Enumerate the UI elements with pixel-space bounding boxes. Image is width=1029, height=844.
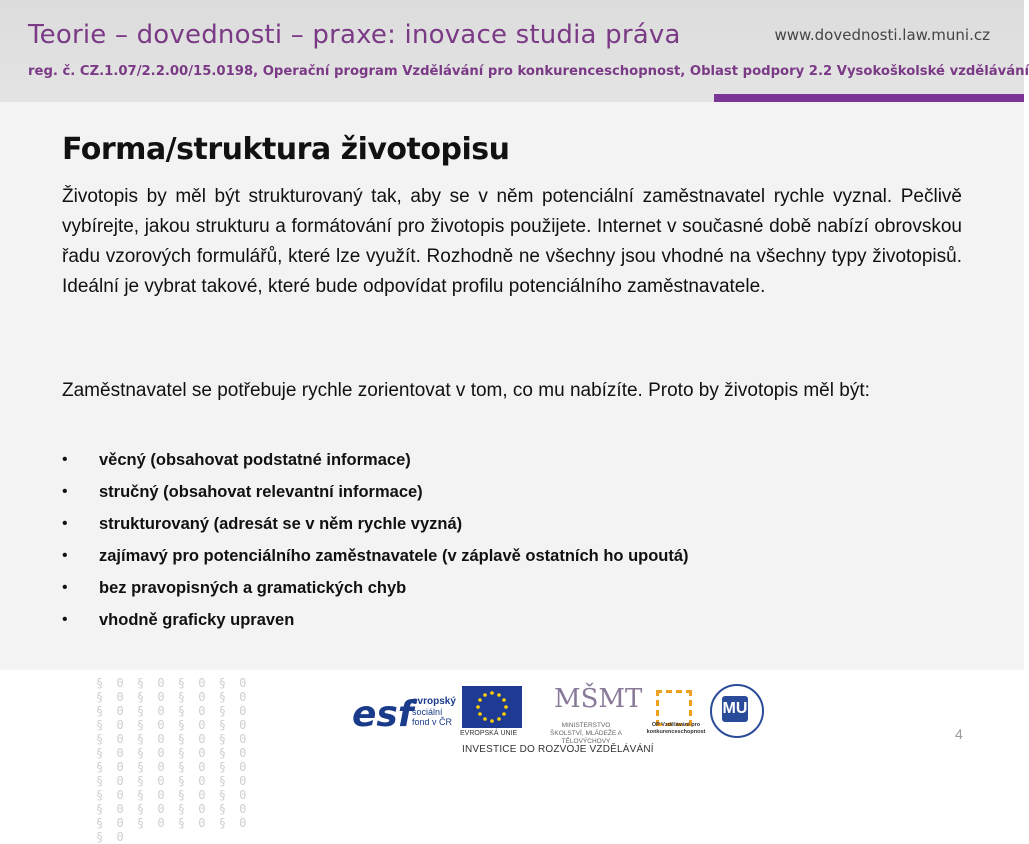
msmt-caption: MINISTERSTVO ŠKOLSTVÍ, MLÁDEŽE A TĚLOVÝCHOVY (550, 722, 622, 745)
page-number: 4 (955, 726, 963, 742)
invest-caption: INVESTICE DO ROZVOJE VZDĚLÁVÁNÍ (462, 744, 654, 755)
paragraph-intro: Životopis by měl být strukturovaný tak, aby se v něm potenciální zaměstnavatel rychle vyznal. Pečlivě vybírejte, jakou strukturu a formátování pro životopis použijete. Internet v současné době nabízí obrovskou řadu vzorových formulářů, které lze využít. Rozhodně ne všechny jsou vhodné na všechny typy životopisů. Ideální je vybrat takové, které bude odpovídat profilu potenciálního zaměstnavatele. (62, 186, 962, 297)
list-item (62, 572, 689, 604)
header-url[interactable]: www.dovednosti.law.muni.cz (774, 26, 990, 44)
section-pattern: § 0 § 0 § 0 § 0 § 0 § 0 § 0 § 0 § 0 § 0 § 0 § 0 § 0 § 0 § 0 § 0 § 0 § 0 § 0 § 0 § 0 § 0 § 0 § 0 § 0 § 0 § 0 § 0 § 0 § 0 § 0 § 0 § 0 § 0 § 0 § 0 § 0 § 0 § 0 § 0 § 0 § 0 § 0 § 0 § 0 (96, 676, 250, 844)
msmt-logo (542, 684, 643, 745)
list-item (62, 476, 689, 508)
list-item-text: věcný (obsahovat podstatné informace) (99, 451, 411, 469)
list-item (62, 604, 689, 636)
esf-logo (352, 688, 456, 742)
header (0, 0, 1029, 102)
bullet-icon: • (62, 547, 68, 564)
msmt-mark: MŠMT (554, 684, 643, 714)
list-item-text: stručný (obsahovat relevantní informace) (99, 483, 423, 501)
bullet-icon: • (62, 483, 68, 500)
list-item-text: strukturovaný (adresát se v něm rychle vyzná) (99, 515, 463, 533)
bullet-icon: • (62, 611, 68, 628)
op-logo (648, 686, 704, 740)
bullet-list (62, 444, 689, 636)
list-item (62, 540, 689, 572)
bullet-icon: • (62, 451, 68, 468)
university-mark: MU (722, 696, 748, 722)
eu-flag-icon (462, 686, 522, 728)
esf-caption: evropský sociální fond v ČR (412, 696, 456, 727)
eu-caption: EVROPSKÁ UNIE (460, 730, 518, 737)
op-caption: OP Vzdělávání pro konkurenceschopnost (646, 722, 706, 735)
footer (0, 670, 1024, 844)
paragraph-requirements: Zaměstnavatel se potřebuje rychle zorientovat v tom, co mu nabízíte. Proto by životopis měl být: (62, 380, 870, 401)
header-subtitle: reg. č. CZ.1.07/2.2.00/15.0198, Operační program Vzdělávání pro konkurenceschopnost, Oblast podpory 2.2 Vysokoškolské vzdělávání (28, 64, 1029, 79)
bullet-icon: • (62, 579, 68, 596)
slide-content (0, 102, 1024, 670)
esf-mark: esf (352, 694, 414, 735)
list-item-text: zajímavý pro potenciálního zaměstnavatele (v záplavě ostatních ho upoutá) (99, 547, 689, 565)
header-title: Teorie – dovednosti – praxe: inovace studia práva (28, 20, 681, 50)
bullet-icon: • (62, 515, 68, 532)
op-frame-icon (656, 690, 692, 726)
list-item-text: bez pravopisných a gramatických chyb (99, 579, 407, 597)
list-item (62, 444, 689, 476)
slide-title: Forma/struktura životopisu (62, 132, 510, 167)
list-item (62, 508, 689, 540)
list-item-text: vhodně graficky upraven (99, 611, 295, 629)
university-seal-icon (710, 684, 764, 738)
